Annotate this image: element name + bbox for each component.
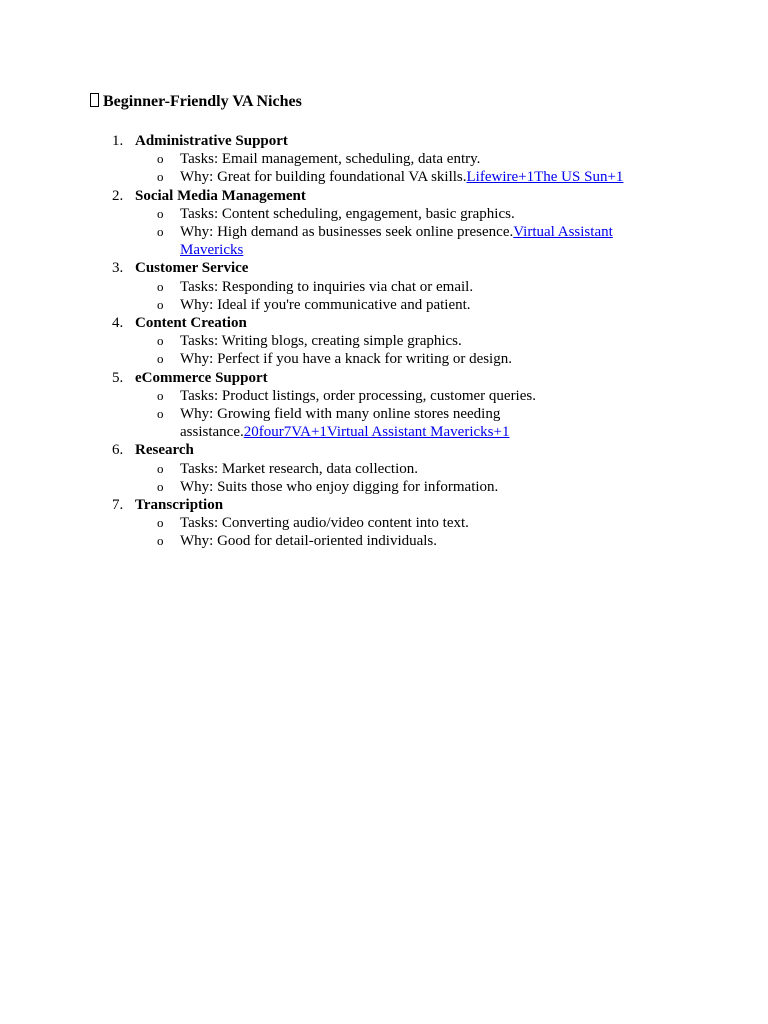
- bullet-marker: o: [157, 406, 164, 422]
- niche-tasks-item: [135, 387, 640, 405]
- niche-tasks-item: [135, 514, 640, 532]
- source-link[interactable]: Virtual Assistant Mavericks: [180, 224, 613, 259]
- niche-why-item: [135, 350, 640, 368]
- niche-number: 6.: [112, 442, 124, 459]
- niche-why-text: Why: High demand as businesses seek online presence.: [180, 224, 514, 241]
- heading-text: Beginner-Friendly VA Niches: [103, 93, 302, 110]
- niche-tasks-item: [135, 205, 640, 223]
- bullet-marker: o: [157, 351, 164, 367]
- placeholder-glyph-icon: [90, 93, 99, 107]
- niche-detail-list: [135, 278, 700, 314]
- niche-tasks-text: Tasks: Writing blogs, creating simple graphics.: [180, 333, 462, 350]
- niche-title: Transcription: [135, 497, 224, 514]
- bullet-marker: o: [157, 296, 164, 312]
- niche-tasks-item: [135, 150, 640, 168]
- bullet-marker: o: [157, 460, 164, 476]
- niche-detail-list: [135, 387, 700, 442]
- source-link[interactable]: Lifewire+1The US Sun+1: [466, 169, 624, 186]
- niche-why-text: Why: Good for detail-oriented individuals.: [180, 533, 438, 550]
- bullet-marker: o: [157, 515, 164, 531]
- niche-why-text: Why: Ideal if you're communicative and patient.: [180, 296, 471, 313]
- niche-title: Research: [135, 442, 194, 459]
- niche-number: 2.: [112, 187, 124, 204]
- niche-title: Administrative Support: [135, 133, 288, 149]
- niche-number: 7.: [112, 497, 124, 514]
- niche-tasks-text: Tasks: Responding to inquiries via chat or email.: [180, 278, 474, 295]
- niche-why-item: [135, 532, 640, 550]
- niche-detail-list: [135, 514, 700, 550]
- niche-why-item: [135, 168, 640, 186]
- bullet-marker: o: [157, 387, 164, 403]
- niche-item: [0, 259, 700, 314]
- niche-tasks-text: Tasks: Converting audio/video content into text.: [180, 515, 469, 532]
- niche-why-item: [135, 478, 640, 496]
- niche-item: [0, 496, 700, 551]
- bullet-marker: o: [157, 151, 164, 167]
- bullet-marker: o: [157, 205, 164, 221]
- niche-tasks-text: Tasks: Market research, data collection.: [180, 460, 419, 477]
- niche-detail-list: [135, 205, 700, 260]
- niche-tasks-text: Tasks: Product listings, order processing, customer queries.: [180, 387, 536, 404]
- niche-number: 3.: [112, 260, 124, 277]
- niche-tasks-text: Tasks: Content scheduling, engagement, basic graphics.: [180, 205, 515, 222]
- niche-list: [0, 132, 700, 551]
- niche-why-text: Why: Perfect if you have a knack for writing or design.: [180, 351, 512, 368]
- niche-number: 1.: [112, 133, 124, 149]
- niche-detail-list: [135, 150, 700, 186]
- bullet-marker: o: [157, 169, 164, 185]
- niche-title: Social Media Management: [135, 187, 306, 204]
- niche-item: [0, 314, 700, 369]
- niche-why-item: [135, 223, 640, 259]
- niche-item: [0, 187, 700, 260]
- bullet-marker: o: [157, 533, 164, 549]
- niche-item: [0, 369, 700, 442]
- niche-tasks-item: [135, 278, 640, 296]
- niche-why-text: Why: Great for building foundational VA skills.: [180, 169, 467, 186]
- bullet-marker: o: [157, 278, 164, 294]
- niche-detail-list: [135, 460, 700, 496]
- niche-title: eCommerce Support: [135, 369, 268, 386]
- niche-why-text: Why: Suits those who enjoy digging for information.: [180, 478, 499, 495]
- niche-why-text: Why: Growing field with many online stores needing assistance.: [180, 406, 501, 441]
- niche-tasks-item: [135, 460, 640, 478]
- niche-tasks-text: Tasks: Email management, scheduling, data entry.: [180, 151, 481, 168]
- niche-why-item: [135, 296, 640, 314]
- niche-why-item: [135, 405, 640, 441]
- source-link[interactable]: 20four7VA+1Virtual Assistant Mavericks+1: [243, 424, 510, 441]
- niche-tasks-item: [135, 332, 640, 350]
- bullet-marker: o: [157, 224, 164, 240]
- niche-number: 5.: [112, 369, 124, 386]
- niche-number: 4.: [112, 315, 124, 332]
- bullet-marker: o: [157, 478, 164, 494]
- niche-title: Customer Service: [135, 260, 249, 277]
- niche-item: [0, 132, 700, 187]
- niche-item: [0, 441, 700, 496]
- niche-title: Content Creation: [135, 315, 247, 332]
- bullet-marker: o: [157, 333, 164, 349]
- document-heading: [90, 92, 302, 112]
- niche-detail-list: [135, 332, 700, 368]
